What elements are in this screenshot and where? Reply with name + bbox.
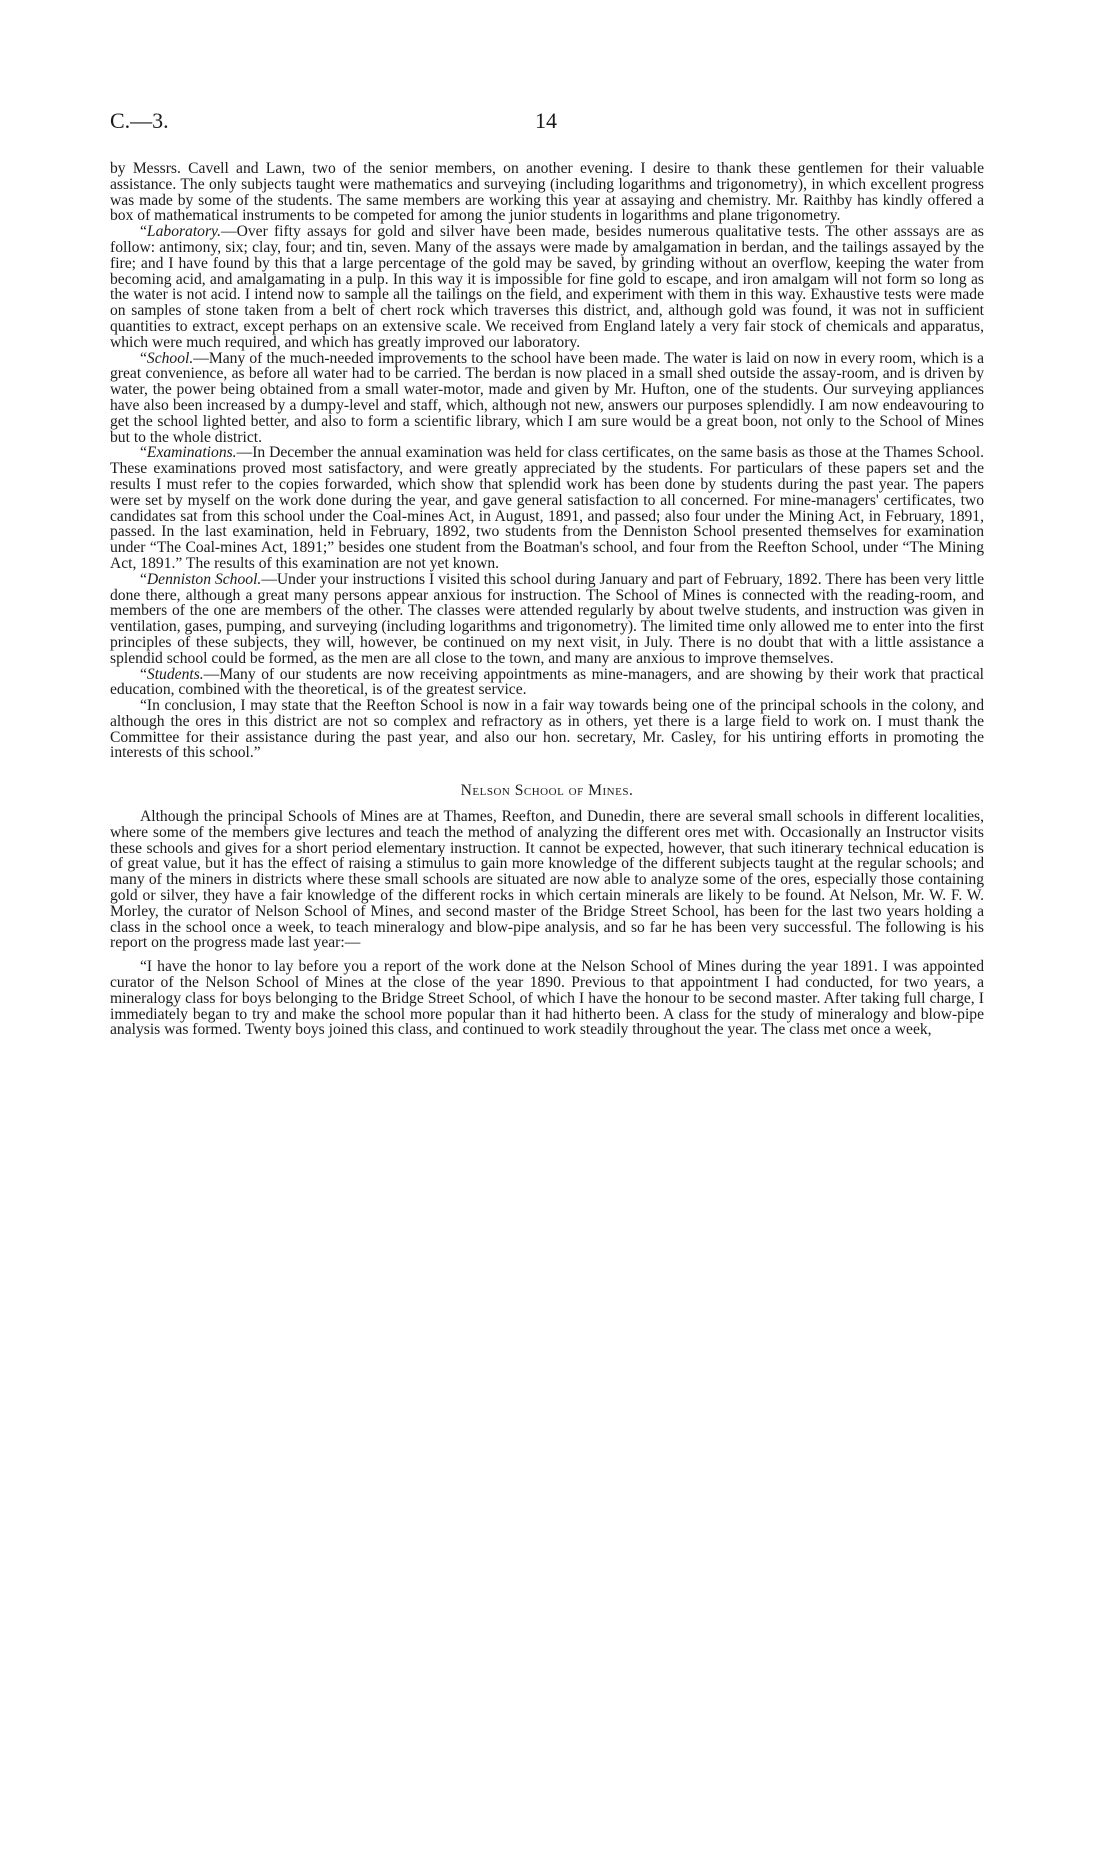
paragraph-lead: School. <box>146 349 194 367</box>
paragraph-nelson-intro <box>110 809 984 951</box>
paragraph-laboratory: “Laboratory.—Over fifty assays for gold and silver have been made, besides numerous qualitative tests. The other asssays are as follow: antimony, six; clay, four; and tin, seven. Many of the assays were made by amalgamation in berdan, and the tailings assayed by the fire; and I have found by this that a large percentage of the gold may be saved, by grinding without an overflow, keeping the water from becoming acid, and amalgamating in a pulp. In this way it is impossible for fine gold to escape, and iron amalgam will not form so long as the water is not acid. I intend now to sample all the tailings on the field, and experiment with them in this way. Exhaustive tests were made on samples of stone taken from a belt of chert rock which traverses this district, and, although gold was found, it was not in sufficient quantities to extract, except perhaps on an extensive scale. We received from England lately a very fair stock of chemicals and apparatus, which were much required, and which has greatly improved our laboratory. <box>110 223 984 351</box>
paragraph-nelson-report <box>110 959 984 1038</box>
paragraph-conclusion <box>110 698 984 761</box>
paragraph-school: “School.—Many of the much-needed improvements to the school have been made. The water is laid on now in every room, which is a great convenience, as before all water had to be carried. The berdan is now placed in a small shed outside the assay-room, and is driven by water, the power being obtained from a small water-motor, made and given by Mr. Hufton, one of the students. Our surveying appliances have also been increased by a dumpy-level and staff, which, although not new, answers our purposes splendidly. I am now endeavouring to get the school lighted better, and also to form a scientific library, which I am sure would be a great boon, not only to the School of Mines but to the whole district. <box>110 349 984 446</box>
paragraph-continuation <box>110 161 984 224</box>
paragraph-text: —Many of our students are now receiving appointments as mine-managers, and are showing by their work that practical education, combined with the theoretical, is of the greatest service. <box>110 665 984 699</box>
paragraph-lead: Laboratory. <box>146 223 222 241</box>
document-body <box>110 161 984 1038</box>
paragraph-text: —In December the annual examination was held for class certificates, on the same basis as those at the Thames School. These examinations proved most satisfactory, and were greatly appreciated by the students. For particulars of these papers set and the results I must refer to the copies forwarded, which show that splendid work has been done by students during the past year. The papers were set by myself on the work done during the year, and gave general satisfaction to all concerned. For mine-managers' certificates, two candidates sat from this school under the Coal-mines Act, in August, 1891, and passed; also four under the Mining Act, in February, 1891, passed. In the last examination, held in February, 1892, two students from the Denniston School presented themselves for examination under “The Coal-mines Act, 1891;” besides one student from the Boatman's school, and four from the Reefton School, under “The Mining Act, 1891.” The results of this examination are not yet known. <box>110 444 984 572</box>
paragraph-examinations: “Examinations.—In December the annual examination was held for class certificates, on the same basis as those at the Thames School. These examinations proved most satisfactory, and were greatly appreciated by the students. For particulars of these papers set and the results I must refer to the copies forwarded, which show that splendid work has been done by students during the past year. The papers were set by myself on the work done during the year, and gave general satisfaction to all concerned. For mine-managers' certificates, two candidates sat from this school under the Coal-mines Act, in August, 1891, and passed; also four under the Mining Act, in February, 1891, passed. In the last examination, held in February, 1892, two students from the Denniston School presented themselves for examination under “The Coal-mines Act, 1891;” besides one student from the Boatman's school, and four from the Reefton School, under “The Mining Act, 1891.” The results of this examination are not yet known. <box>110 444 984 572</box>
paragraph-lead: Denniston School. <box>146 570 262 588</box>
paragraph-text: —Many of the much-needed improvements to the school have been made. The water is laid on now in every room, which is a great convenience, as before all water had to be carried. The berdan is now placed in a small shed outside the assay-room, and is driven by water, the power being obtained from a small water-motor, made and given by Mr. Hufton, one of the students. Our surveying appliances have also been increased by a dumpy-level and staff, which, although not new, answers our purposes splendidly. I am now endeavouring to get the school lighted better, and also to form a scientific library, which I am sure would be a great boon, not only to the School of Mines but to the whole district. <box>110 349 984 446</box>
page-number: 14 <box>535 108 557 133</box>
page-header <box>110 108 980 138</box>
paragraph-lead: Examinations. <box>146 444 237 462</box>
paragraph-text: —Over fifty assays for gold and silver have been made, besides numerous qualitative tests. The other asssays are as follow: antimony, six; clay, four; and tin, seven. Many of the assays were made by amalgamation in berdan, and the tailings assayed by the fire; and I have found by this that a large percentage of the gold may be saved, by grinding without an overflow, keeping the water from becoming acid, and amalgamating in a pulp. In this way it is impossible for fine gold to escape, and iron amalgam will not form so long as the water is not acid. I intend now to sample all the tailings on the field, and experiment with them in this way. Exhaustive tests were made on samples of stone taken from a belt of chert rock which traverses this district, and, although gold was found, it was not in sufficient quantities to extract, except perhaps on an extensive scale. We received from England lately a very fair stock of chemicals and apparatus, which were much required, and which has greatly improved our laboratory. <box>110 223 984 351</box>
series-code: C.—3. <box>110 108 169 133</box>
paragraph-text: Although the principal Schools of Mines are at Thames, Reefton, and Dunedin, there are several small schools in different localities, where some of the members give lectures and teach the method of analyzing the different ores met with. Occasionally an Instructor visits these schools and gives for a short period elementary instruction. It cannot be expected, however, that such itinerary technical education is of great value, but it has the effect of raising a stimulus to gain more knowledge of the different subjects taught at the regular schools; and many of the miners in districts where these small schools are situated are now able to analyze some of the ores, especially those containing gold or silver, they have a fair knowledge of the different rocks in which certain minerals are likely to be found. At Nelson, Mr. W. F. W. Morley, the curator of Nelson School of Mines, and second master of the Bridge Street School, has been for the last two years holding a class in the school once a week, to teach mineralogy and blow-pipe analysis, and so far he has been very successful. The following is his report on the progress made last year:— <box>110 808 984 952</box>
paragraph-text: “In conclusion, I may state that the Reefton School is now in a fair way towards being one of the principal schools in the colony, and although the ores in this district are not so complex and refractory as in others, yet there is a large field to work on. I must thank the Committee for their assistance during the past year, and also our hon. secretary, Mr. Casley, for his untiring efforts in promoting the interests of this school.” <box>110 697 984 762</box>
paragraph-text: by Messrs. Cavell and Lawn, two of the senior members, on another evening. I desire to thank these gentlemen for their valuable assistance. The only subjects taught were mathematics and surveying (including logarithms and trigonometry), in which excellent progress was made by some of the students. The same members are working this year at assaying and chemistry. Mr. Raithby has kindly offered a box of mathematical instruments to be competed for among the junior students in logarithms and plane trigonometry. <box>110 160 984 225</box>
paragraph-text: “I have the honor to lay before you a report of the work done at the Nelson School of Mines during the year 1891. I was appointed curator of the Nelson School of Mines at the close of the year 1890. Previous to that appointment I had conducted, for two years, a mineralogy class for boys belonging to the Bridge Street School, of which I have the honour to be second master. After taking full charge, I immediately began to try and make the school more popular than it had hitherto been. A class for the study of mineralogy and blow-pipe analysis was formed. Twenty boys joined this class, and continued to work steadily throughout the year. The class met once a week, <box>110 958 984 1039</box>
paragraph-students: “Students.—Many of our students are now receiving appointments as mine-managers, and are showing by their work that practical education, combined with the theoretical, is of the greatest service. <box>110 665 984 699</box>
paragraph-text: —Under your instructions I visited this school during January and part of February, 1892. There has been very little done there, although a great many persons appear anxious for instruction. The School of Mines is connected with the reading-room, and members of the one are members of the other. The classes were attended regularly by about twelve students, and instruction was given in ventilation, gases, pumping, and surveying (including logarithms and trigonometry). The limited time only allowed me to enter into the first principles of these subjects, they will, however, be continued on my next visit, in July. There is no doubt that with a little assistance a splendid school could be formed, as the men are all close to the town, and many are anxious to improve themselves. <box>110 570 984 667</box>
paragraph-denniston: “Denniston School.—Under your instructions I visited this school during January and part of February, 1892. There has been very little done there, although a great many persons appear anxious for instruction. The School of Mines is connected with the reading-room, and members of the one are members of the other. The classes were attended regularly by about twelve students, and instruction was given in ventilation, gases, pumping, and surveying (including logarithms and trigonometry). The limited time only allowed me to enter into the first principles of these subjects, they will, however, be continued on my next visit, in July. There is no doubt that with a little assistance a splendid school could be formed, as the men are all close to the town, and many are anxious to improve themselves. <box>110 570 984 667</box>
section-heading: Nelson School of Mines. <box>460 782 634 800</box>
paragraph-lead: Students. <box>146 665 204 683</box>
